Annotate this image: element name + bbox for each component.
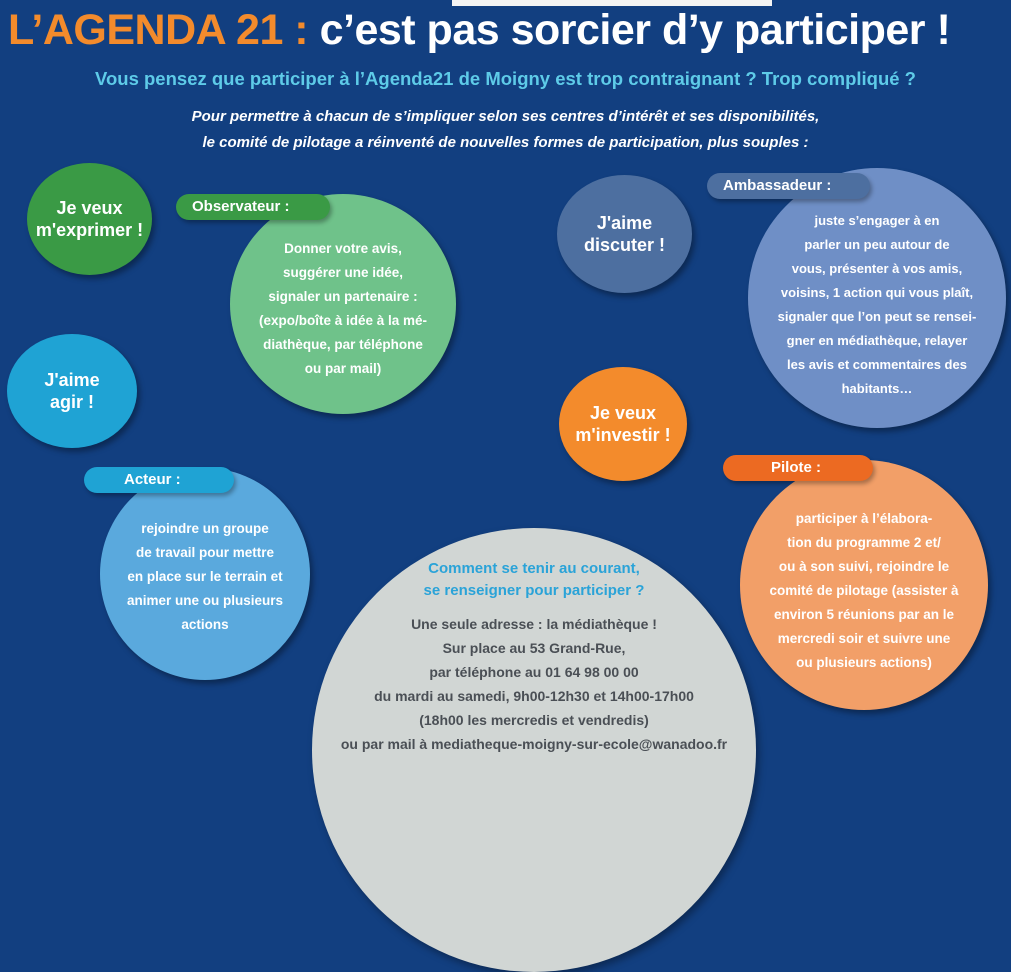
bubble-line: J'aime bbox=[44, 370, 100, 390]
info-email-line: ou par mail à mediatheque-moigny-sur-ecole@wanadoo.fr bbox=[340, 736, 728, 752]
ambassadeur-line: les avis et commentaires des bbox=[787, 357, 967, 372]
bubble-exprimer bbox=[27, 163, 152, 275]
bubble-line: discuter ! bbox=[583, 235, 666, 255]
pilote-line: mercredi soir et suivre une bbox=[777, 631, 951, 646]
intro-line: Pour permettre à chacun de s’impliquer selon ses centres d’intérêt et ses disponibilités, bbox=[191, 108, 820, 125]
observateur-line: (expo/boîte à idée à la mé- bbox=[258, 313, 428, 328]
observateur-line: Donner votre avis, bbox=[284, 241, 402, 256]
bubble-line: m'exprimer ! bbox=[35, 220, 144, 240]
observateur-line: suggérer une idée, bbox=[282, 265, 404, 280]
observateur-circle bbox=[230, 194, 456, 414]
pilote-line: ou plusieurs actions) bbox=[796, 655, 932, 670]
title-slogan: c’est pas sorcier d’y participer ! bbox=[319, 6, 951, 54]
info-line: Une seule adresse : la médiathèque ! bbox=[411, 616, 657, 632]
acteur-line: actions bbox=[181, 617, 229, 632]
info-title-line: Comment se tenir au courant, bbox=[428, 560, 640, 577]
bubble-line: m'investir ! bbox=[575, 425, 671, 445]
intro-text bbox=[0, 104, 1011, 156]
acteur-line: de travail pour mettre bbox=[135, 545, 275, 560]
observateur-label: Observateur : bbox=[176, 194, 330, 220]
acteur-line: en place sur le terrain et bbox=[127, 569, 283, 584]
bubble-line: J'aime bbox=[596, 213, 653, 233]
info-line: par téléphone au 01 64 98 00 00 bbox=[429, 664, 639, 680]
ambassadeur-label: Ambassadeur : bbox=[707, 173, 870, 199]
intro-line: le comité de pilotage a réinventé de nouvelles formes de participation, plus souples : bbox=[202, 134, 809, 151]
page-title bbox=[8, 6, 1008, 55]
info-line: (18h00 les mercredis et vendredis) bbox=[419, 712, 649, 728]
ambassadeur-line: juste s’engager à en bbox=[814, 213, 940, 228]
pilote-line: environ 5 réunions par an le bbox=[773, 607, 955, 622]
observateur-line: ou par mail) bbox=[304, 361, 382, 376]
info-circle bbox=[312, 528, 756, 972]
info-body bbox=[341, 612, 727, 756]
bubble-line: agir ! bbox=[49, 392, 94, 412]
bubble-investir bbox=[559, 367, 687, 481]
observateur-line: signaler un partenaire : bbox=[268, 289, 418, 304]
ambassadeur-line: parler un peu autour de bbox=[804, 237, 950, 252]
info-line: Sur place au 53 Grand-Rue, bbox=[442, 640, 626, 656]
bubble-agir bbox=[7, 334, 137, 448]
ambassadeur-line: vous, présenter à vos amis, bbox=[791, 261, 963, 276]
ambassadeur-circle bbox=[748, 168, 1006, 428]
bubble-line: Je veux bbox=[589, 403, 657, 423]
observateur-line: diathèque, par téléphone bbox=[263, 337, 423, 352]
bubble-line: Je veux bbox=[56, 198, 123, 218]
acteur-label: Acteur : bbox=[84, 467, 234, 493]
pilote-line: comité de pilotage (assister à bbox=[769, 583, 959, 598]
acteur-line: rejoindre un groupe bbox=[141, 521, 269, 536]
bubble-discuter bbox=[557, 175, 692, 293]
ambassadeur-line: habitants… bbox=[841, 381, 913, 396]
ambassadeur-line: voisins, 1 action qui vous plaît, bbox=[780, 285, 974, 300]
acteur-circle bbox=[100, 468, 310, 680]
ambassadeur-line: gner en médiathèque, relayer bbox=[786, 333, 968, 348]
pilote-line: participer à l’élabora- bbox=[795, 511, 933, 526]
pilote-circle bbox=[740, 460, 988, 710]
subtitle: Vous pensez que participer à l’Agenda21 de Moigny est trop contraignant ? Trop compliqué ? bbox=[95, 68, 916, 89]
pilote-line: tion du programme 2 et/ bbox=[787, 535, 941, 550]
info-line: du mardi au samedi, 9h00-12h30 et 14h00-17h00 bbox=[374, 688, 694, 704]
info-title bbox=[341, 558, 727, 602]
ambassadeur-line: signaler que l’on peut se rensei- bbox=[777, 309, 977, 324]
acteur-line: animer une ou plusieurs bbox=[126, 593, 284, 608]
title-agenda21: L’AGENDA 21 : bbox=[8, 6, 309, 54]
info-title-line: se renseigner pour participer ? bbox=[423, 582, 645, 599]
pilote-label: Pilote : bbox=[723, 455, 873, 481]
pilote-line: ou à son suivi, rejoindre le bbox=[778, 559, 950, 574]
